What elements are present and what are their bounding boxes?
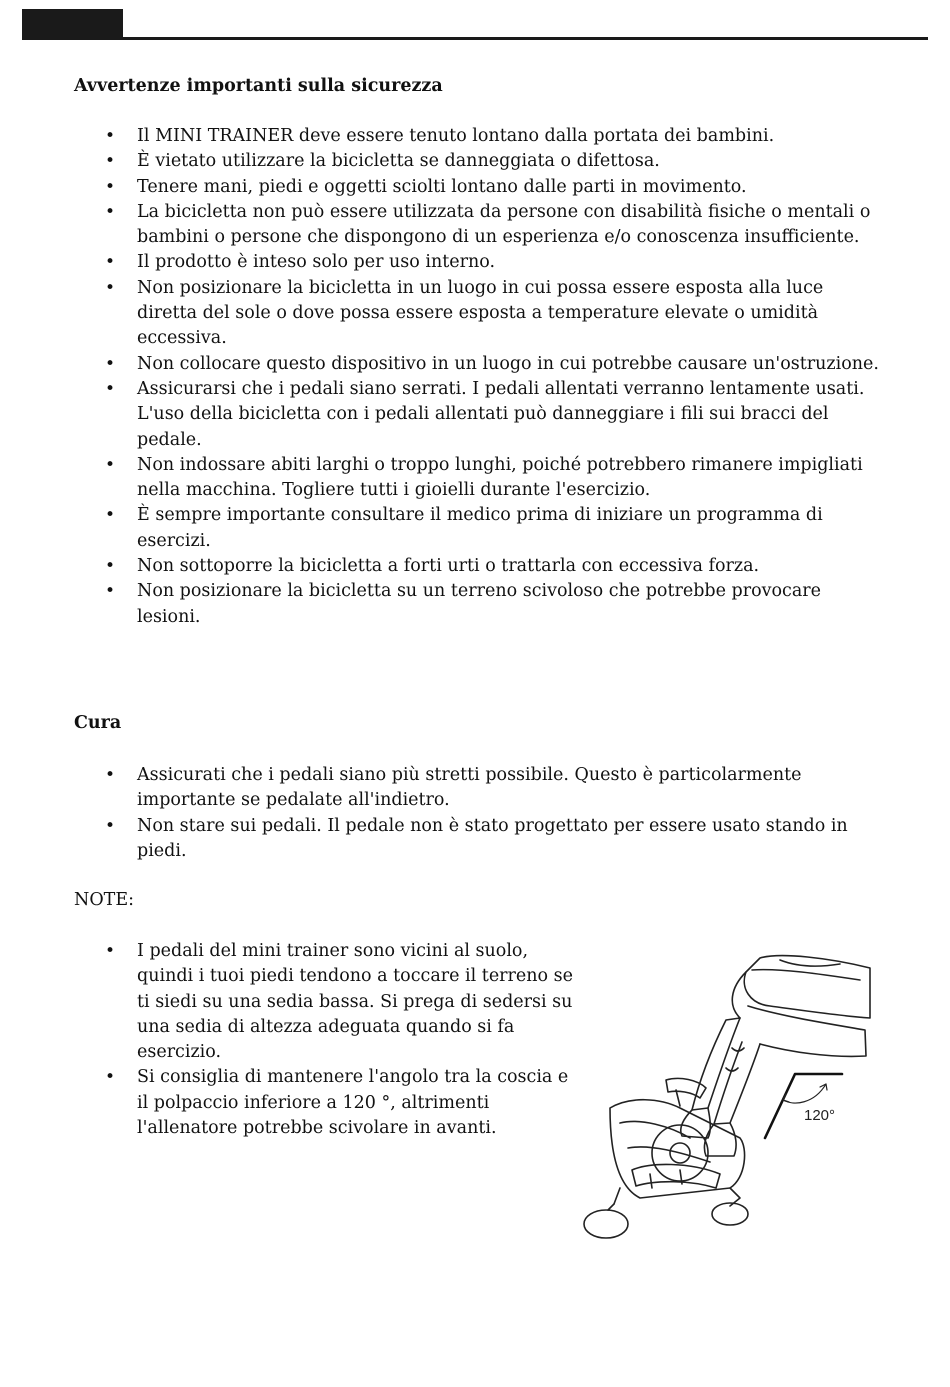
foot-shape: [681, 1108, 711, 1138]
list-item: • Non stare sui pedali. Il pedale non è stato progettato per essere usato stando in piedi.: [74, 814, 884, 865]
care-heading: Cura: [74, 713, 122, 733]
list-item: • Non posizionare la bicicletta su un terreno scivoloso che potrebbe provocare lesioni.: [74, 579, 884, 630]
header-tab-block: [22, 9, 123, 39]
list-item: • La bicicletta non può essere utilizzata da persone con disabilità fisiche o mentali o bambini o persone che dispongono di un esperienza e/o conoscenza insufficiente.: [74, 200, 884, 251]
list-item: • Assicurati che i pedali siano più stretti possibile. Questo è particolarmente importante se pedalate all'indietro.: [74, 763, 884, 814]
calf-shape: [692, 1018, 740, 1110]
header-rule: [22, 37, 928, 40]
seated-leg-angle-illustration: [580, 948, 872, 1243]
list-item: • Il prodotto è inteso solo per uso interno.: [74, 250, 884, 275]
angle-lines: [765, 1074, 842, 1138]
angle-label: 120°: [804, 1107, 836, 1124]
list-item: • Non collocare questo dispositivo in un luogo in cui potrebbe causare un'ostruzione.: [74, 352, 884, 377]
thigh-shape: [744, 956, 870, 1018]
list-item: • Non indossare abiti larghi o troppo lunghi, poiché potrebbero rimanere impigliati nella macchina. Togliere tutti i gioielli durante l'esercizio.: [74, 453, 884, 504]
list-item: • Non posizionare la bicicletta in un luogo in cui possa essere esposta alla luce diretta del sole o dove possa essere esposta a temperature elevate o umidità eccessiva.: [74, 276, 884, 352]
list-item: • Il MINI TRAINER deve essere tenuto lontano dalla portata dei bambini.: [74, 124, 884, 149]
list-item: • È vietato utilizzare la bicicletta se danneggiata o difettosa.: [74, 149, 884, 174]
list-item: • Assicurarsi che i pedali siano serrati. I pedali allentati verranno lentamente usati. L'uso della bicicletta con i pedali allentati può danneggiare i fili sui bracci del pedale.: [74, 377, 884, 453]
trainer-body: [610, 1100, 745, 1198]
list-item: • Si consiglia di mantenere l'angolo tra la coscia e il polpaccio inferiore a 120 °, altrimenti l'allenatore potrebbe scivolare in avanti.: [74, 1065, 574, 1141]
list-item: • I pedali del mini trainer sono vicini al suolo, quindi i tuoi piedi tendono a toccare il terreno se ti siedi su una sedia bassa. Si prega di sedersi su una sedia di altezza adeguata quando si fa esercizio.: [74, 939, 574, 1065]
safety-heading: Avvertenze importanti sulla sicurezza: [74, 76, 443, 96]
list-item: • Tenere mani, piedi e oggetti sciolti lontano dalle parti in movimento.: [74, 175, 884, 200]
list-item: • È sempre importante consultare il medico prima di iniziare un programma di esercizi.: [74, 503, 884, 554]
safety-list: [74, 124, 884, 630]
care-list: [74, 763, 884, 864]
note-label: NOTE:: [74, 890, 135, 910]
list-item: • Non sottoporre la bicicletta a forti urti o trattarla con eccessiva forza.: [74, 554, 884, 579]
notes-list: [74, 939, 574, 1141]
